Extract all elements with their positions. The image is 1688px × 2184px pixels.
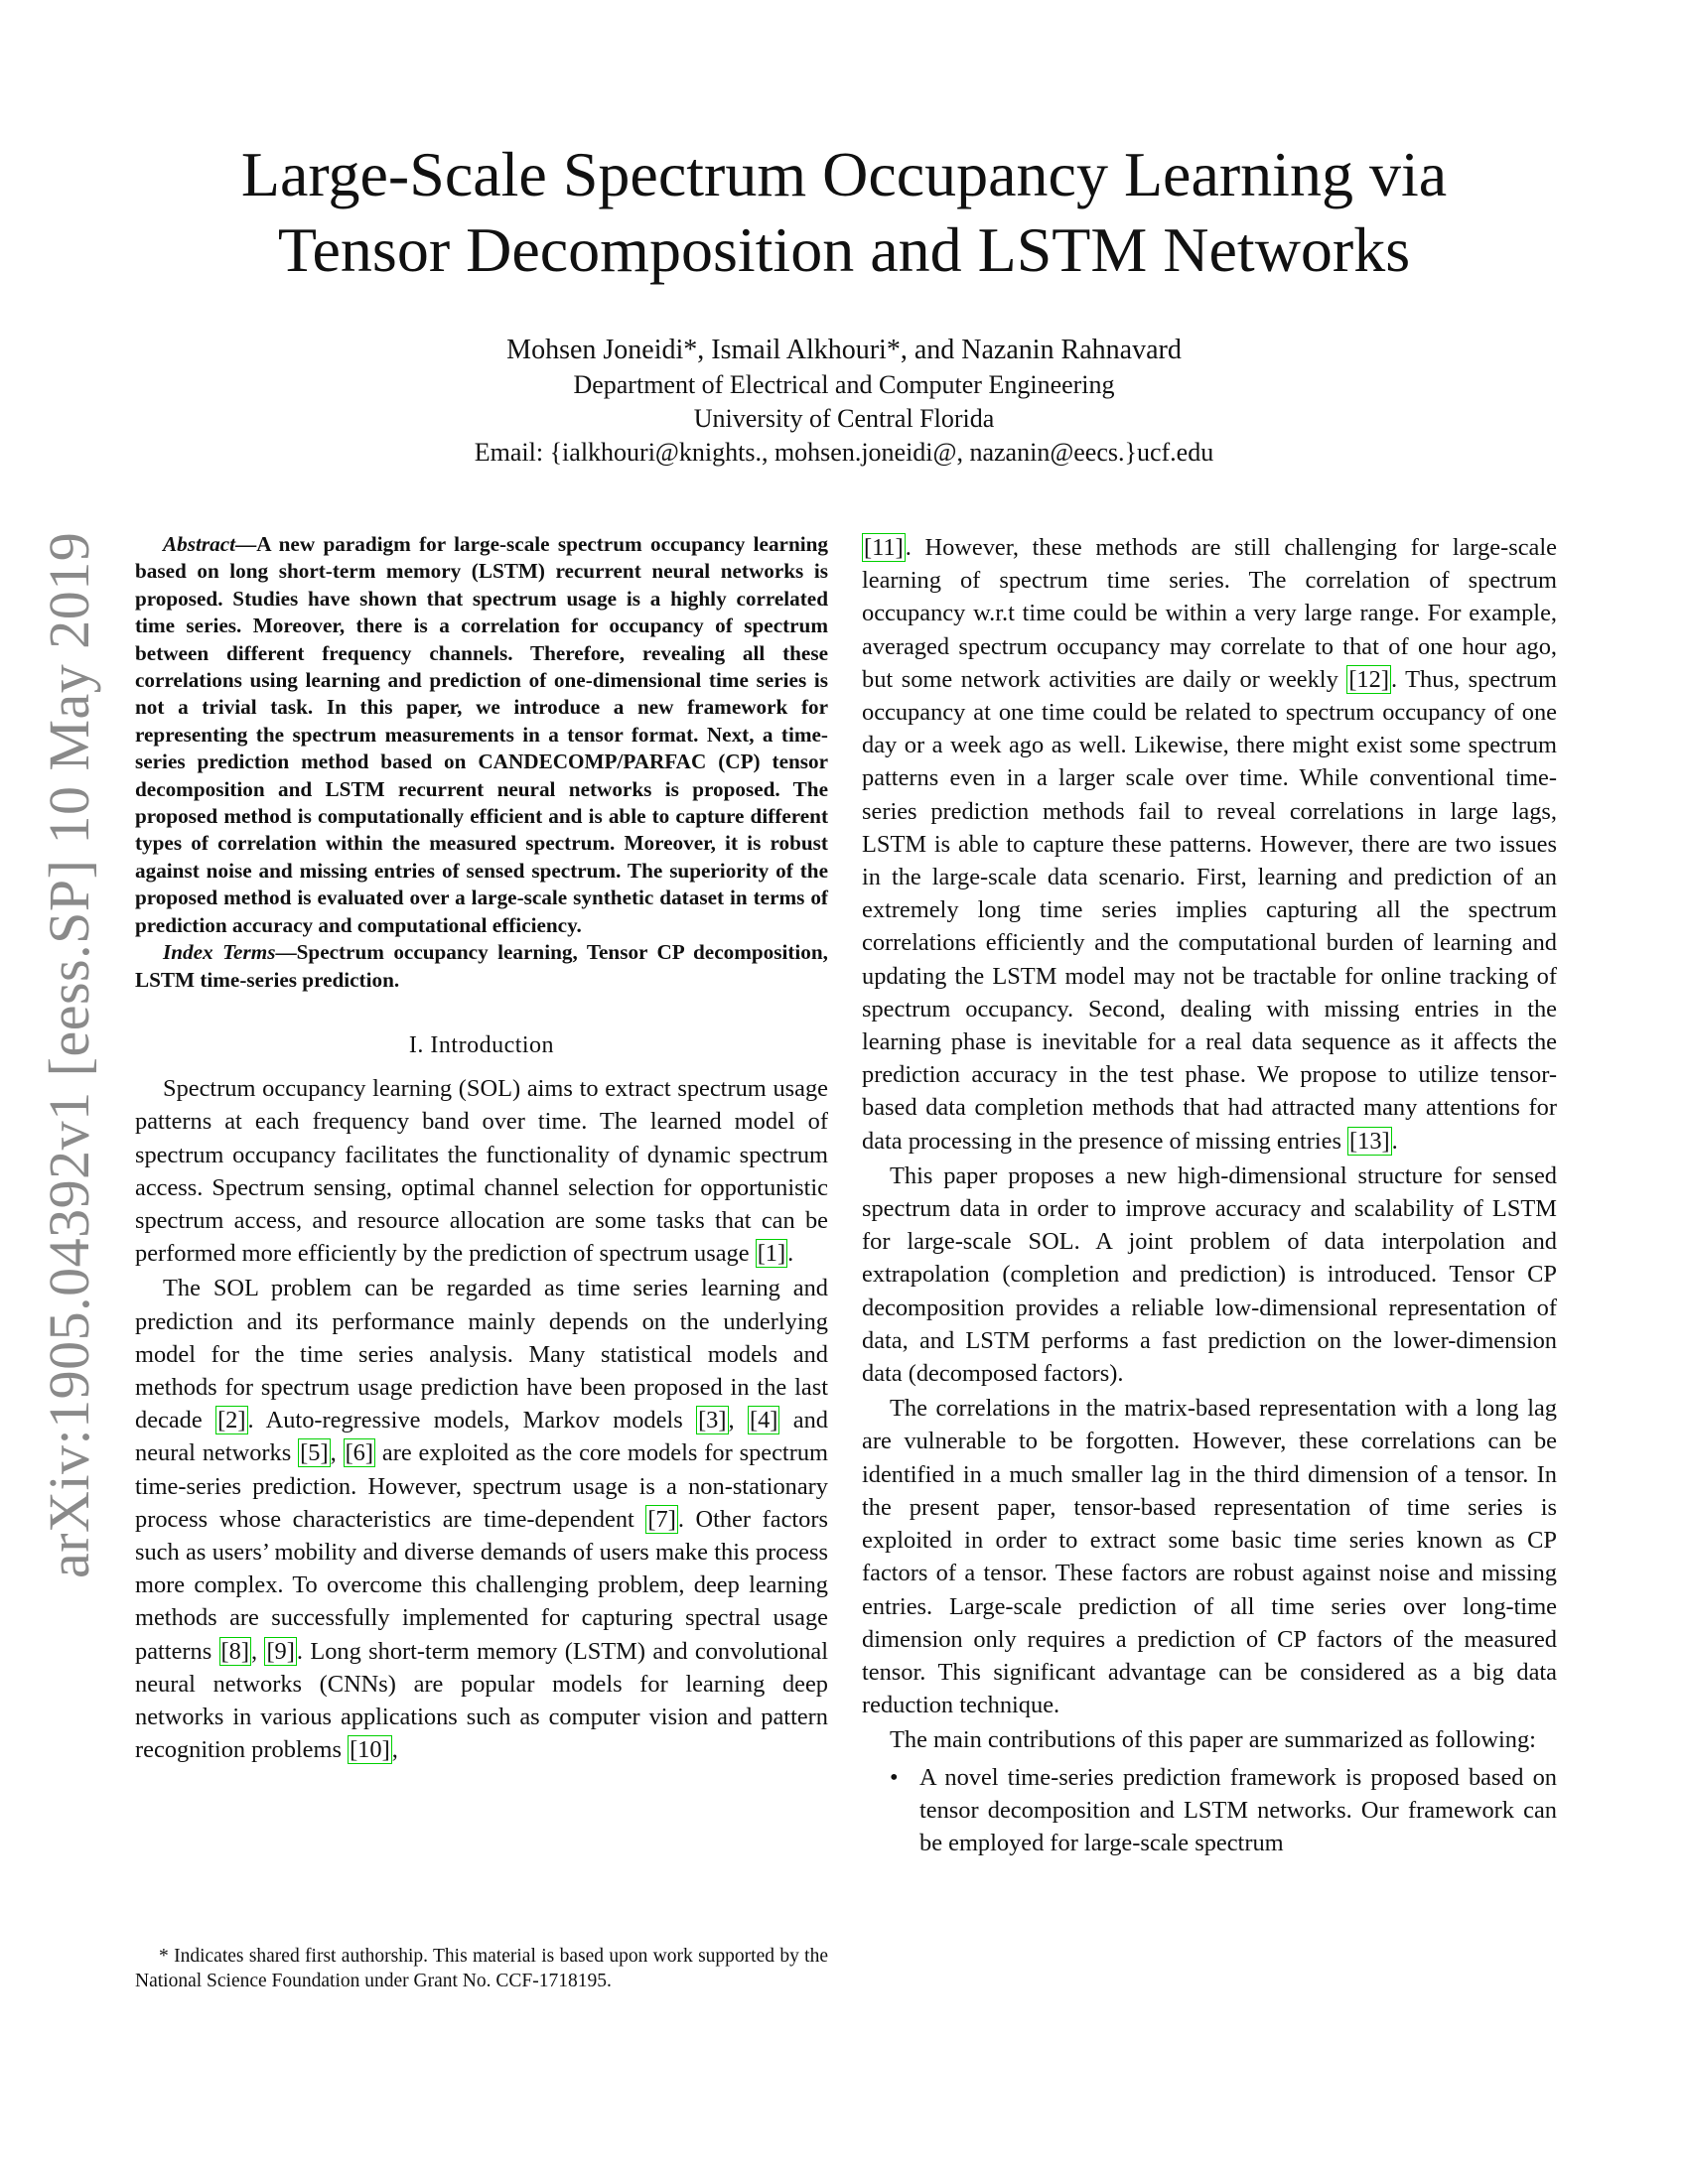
text-run: . Thus, spectrum occupancy at one time could be related to spectrum occupancy of one day or a week ago as well. Likewise, there might exist some spectrum patterns even in a larger scale over time. While conventional time-series prediction methods fail to reveal correlations in large lags, LSTM is able to capture these patterns. However, there are two issues in the large-scale data scenario. First, learning and prediction of an extremely long time series implies capturing all the spectrum correlations efficiently and the computational burden of learning and updating the LSTM model may not be tractable for online tracking of spectrum occupancy. Second, dealing with missing entries in the learning phase is inevitable for a real data sequence as it affects the prediction accuracy in the test phase. We propose to utilize tensor-based data completion methods that had attracted many attentions for data processing in the presence of missing entries [862, 665, 1557, 1155]
citation-link[interactable]: [2] [217, 1407, 246, 1434]
citation-link[interactable]: [5] [300, 1439, 329, 1467]
text-run: , [391, 1736, 398, 1764]
citation-link[interactable]: [6] [345, 1439, 374, 1467]
citation-link[interactable]: [8] [220, 1637, 249, 1665]
index-terms-lead: Index Terms [163, 940, 276, 965]
text-run: . Auto-regressive models, Markov models [247, 1407, 697, 1434]
citation-link[interactable]: [9] [266, 1637, 295, 1665]
text-run: . [1391, 1127, 1398, 1155]
author-names: Mohsen Joneidi*, Ismail Alkhouri*, and Nazanin Rahnavard [506, 335, 1182, 365]
citation-link[interactable]: [11] [864, 534, 904, 561]
citation-link[interactable]: [3] [698, 1407, 727, 1434]
footnote: * Indicates shared first authorship. This material is based upon work supported by the National Science Foundation under Grant No. CCF-1718195. [135, 1946, 828, 1991]
index-terms-text: —Spectrum occupancy learning, Tensor CP decomposition, LSTM time-series prediction. [135, 940, 828, 992]
author-email: Email: {ialkhouri@knights., mohsen.joneidi@, nazanin@eecs.}ucf.edu [474, 438, 1214, 467]
arxiv-identifier-stamp: arXiv:1905.04392v1 [eess.SP] 10 May 2019 [37, 531, 101, 1578]
title-line-1: Large-Scale Spectrum Occupancy Learning via [240, 139, 1448, 209]
text-run: . However, these methods are still challenging for large-scale learning of spectrum time series. The correlation of spectrum occupancy w.r.t time could be within a very large range. For example, averaged spectrum occupancy may correlate to that of one hour ago, but some network activities are daily or weekly [862, 534, 1557, 693]
abstract-text: —A new paradigm for large-scale spectrum occupancy learning based on long short-term memory (LSTM) recurrent neural networks is proposed. Studies have shown that spectrum usage is a highly correlated time series. Moreover, there is a correlation for occupancy of spectrum between different frequency channels. Therefore, revealing all these correlations using learning and prediction of one-dimensional time series is not a trivial task. In this paper, we introduce a new framework for representing the spectrum measurements in a tensor format. Next, a time-series prediction method based on CANDECOMP/PARFAC (CP) tensor decomposition and LSTM recurrent neural networks is proposed. The proposed method is computationally efficient and is able to capture different types of correlation within the measured spectrum. Moreover, it is robust against noise and missing entries of sensed spectrum. The superiority of the proposed method is evaluated over a large-scale synthetic dataset in terms of prediction accuracy and computational efficiency. [135, 532, 828, 937]
text-run: , [728, 1407, 748, 1434]
text-run: . Other factors such as users’ mobility and diverse demands of users make this process more complex. To overcome this challenging problem, deep learning methods are successfully implemented for capturing spectral usage patterns [135, 1505, 828, 1665]
text-run: are exploited as the core models for spectrum time-series prediction. However, spectrum usage is a non-stationary process whose characteristics are time-dependent [135, 1439, 828, 1533]
author-block [298, 333, 1390, 470]
author-department: Department of Electrical and Computer Engineering [573, 370, 1115, 399]
intro-paragraph-2 [135, 1272, 828, 1766]
contribution-item: • A novel time-series prediction framework is proposed based on tensor decomposition and LSTM networks. Our framework can be employed for large-scale spectrum [862, 1761, 1557, 1860]
text-run: The SOL problem can be regarded as time series learning and prediction and its performance mainly depends on the underlying model for the time series analysis. Many statistical models and methods for spectrum usage prediction have been proposed in the last decade [135, 1275, 828, 1434]
intro-paragraph-4: This paper proposes a new high-dimensional structure for sensed spectrum data in order to improve accuracy and scalability of LSTM for large-scale SOL. A joint problem of data interpolation and extrapolation (completion and prediction) is introduced. Tensor CP decomposition provides a reliable low-dimensional representation of data, and LSTM performs a fast prediction on the lower-dimension data (decomposed factors). [862, 1161, 1557, 1388]
text-run: and neural networks [135, 1407, 828, 1467]
text-run: . [787, 1240, 794, 1268]
citation-link[interactable]: [4] [749, 1407, 778, 1434]
citation-link[interactable]: [1] [757, 1240, 786, 1268]
right-column [862, 531, 1557, 1859]
text-run: Spectrum occupancy learning (SOL) aims to extract spectrum usage patterns at each frequency band over time. The learned model of spectrum occupancy facilitates the functionality of dynamic spectrum access. Spectrum sensing, optimal channel selection for opportunistic spectrum access, and resource allocation are some tasks that can be performed more efficiently by the prediction of spectrum usage [135, 1075, 828, 1268]
section-heading-introduction: I. Introduction [408, 1031, 555, 1058]
contributions-list [862, 1761, 1557, 1860]
title-line-2: Tensor Decomposition and LSTM Networks [277, 214, 1411, 285]
intro-paragraph-1 [135, 1072, 828, 1270]
text-run: , [251, 1637, 265, 1665]
citation-link[interactable]: [12] [1348, 665, 1389, 693]
citation-link[interactable]: [10] [350, 1736, 390, 1764]
citation-link[interactable]: [7] [647, 1505, 676, 1533]
author-university: University of Central Florida [693, 404, 995, 433]
paper-title [119, 137, 1569, 288]
abstract-lead: Abstract [163, 532, 235, 556]
intro-paragraph-3 [862, 531, 1557, 1158]
left-column [135, 531, 828, 1766]
intro-paragraph-5: The correlations in the matrix-based representation with a long lag are vulnerable to be forgotten. However, these correlations can be identified in a much smaller lag in the third dimension of a tensor. In the present paper, tensor-based representation of time series is exploited in order to extract some basic time series known as CP factors of a tensor. These factors are robust against noise and missing entries. Large-scale prediction of all time series over long-time dimension only requires a prediction of CP factors of the measured tensor. This significant advantage can be considered as a big data reduction technique. [862, 1395, 1557, 1719]
citation-link[interactable]: [13] [1349, 1127, 1390, 1155]
text-run: , [330, 1439, 344, 1467]
intro-paragraph-6: The main contributions of this paper are summarized as following: [890, 1726, 1536, 1754]
index-terms [135, 939, 828, 994]
text-run: . Long short-term memory (LSTM) and convolutional neural networks (CNNs) are popular models for learning deep networks in various applications such as computer vision and pattern recognition problems [135, 1637, 828, 1764]
abstract [135, 531, 828, 939]
